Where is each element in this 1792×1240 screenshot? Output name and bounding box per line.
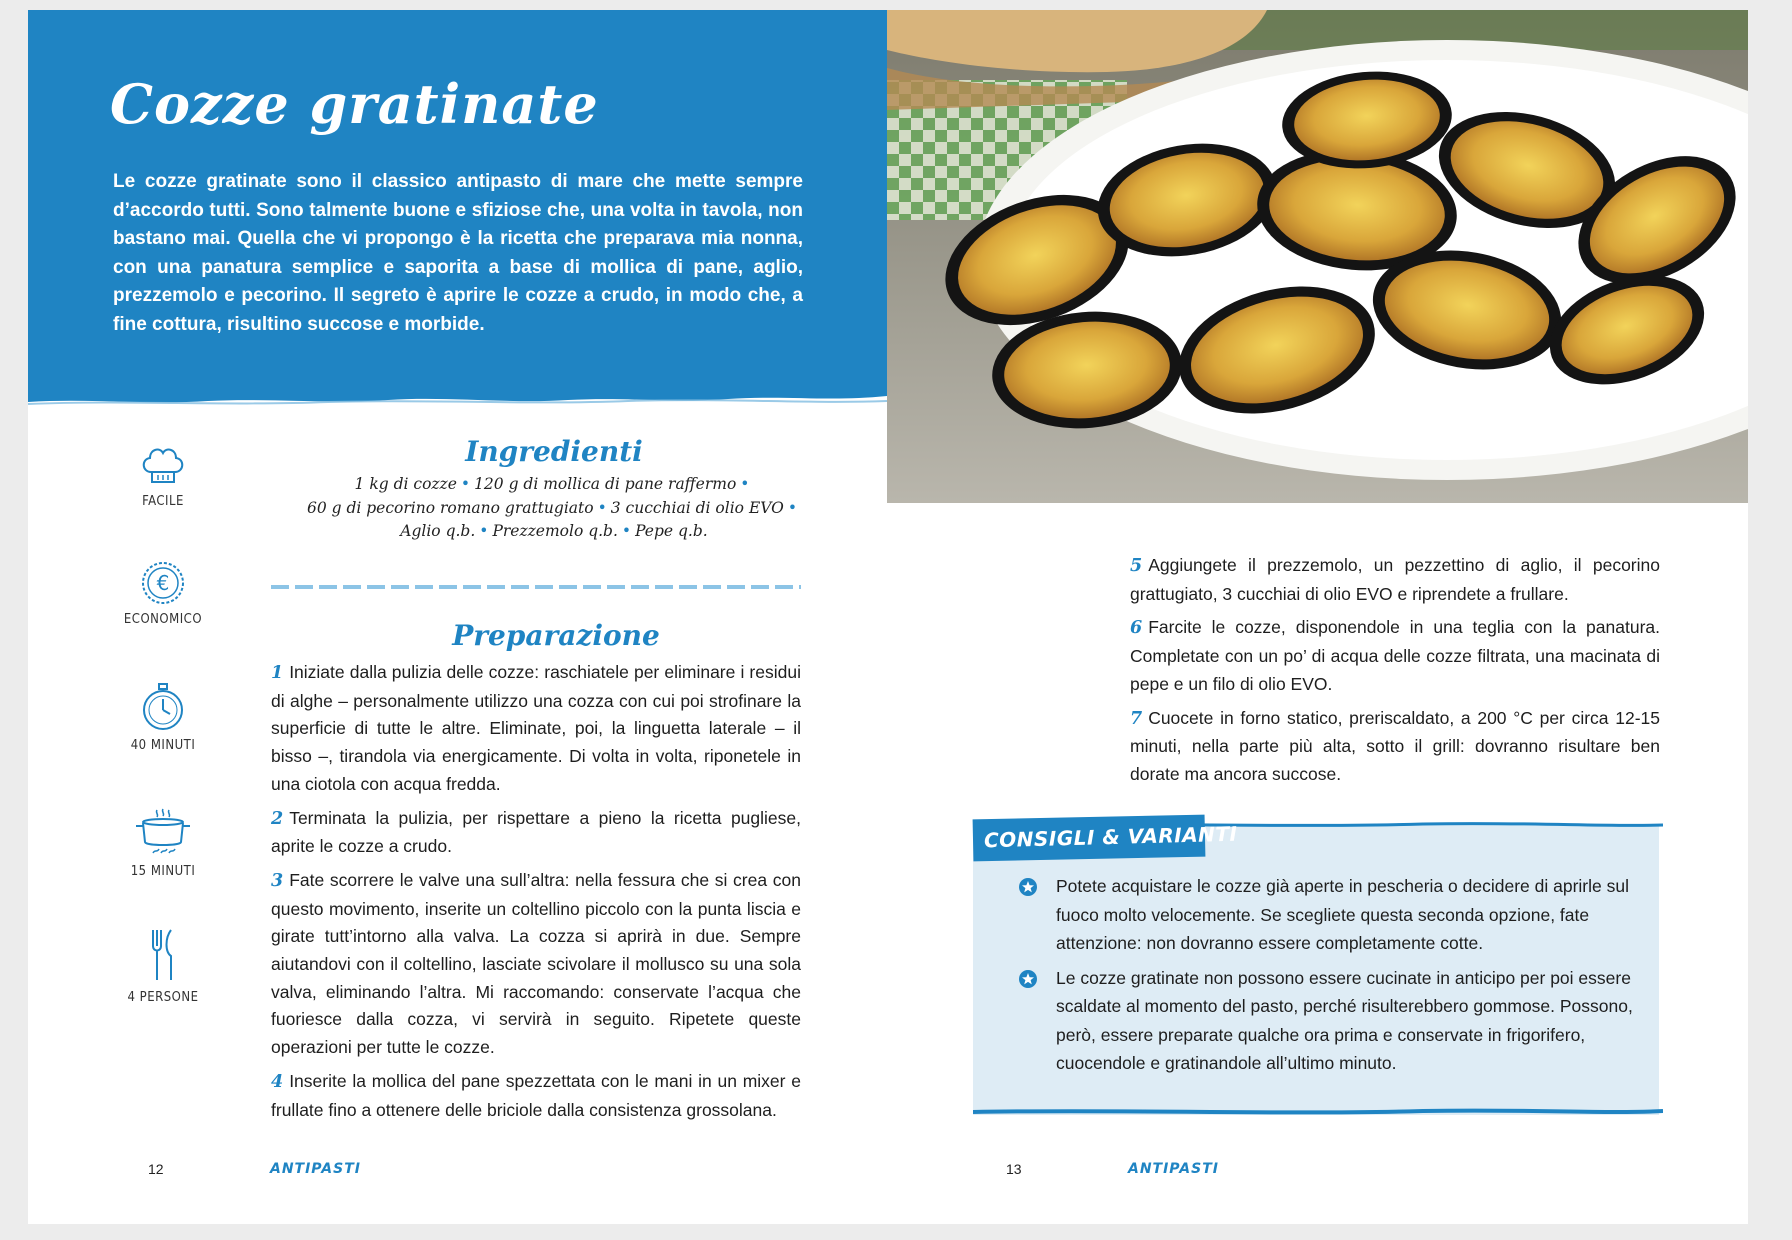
brush-edge [28, 390, 887, 412]
step-number: 3 [271, 870, 284, 891]
separator-dot: • [621, 522, 632, 540]
tip-text: Le cozze gratinate non possono essere cucinate in anticipo per poi essere scaldate al momento del pasto, perché risulterebbero gommose. Possono, però, essere preparate qualche ora prima e conservate in frigorifero, cuocendole e gratinandole all’ultimo minuto. [1056, 967, 1633, 1073]
ingredients-heading: Ingredienti [465, 435, 643, 468]
cutlery-icon [143, 926, 183, 984]
step-number: 2 [271, 808, 284, 829]
ingredient-item: Aglio q.b. [400, 522, 476, 540]
meta-label: FACILE [142, 494, 184, 509]
step [1130, 614, 1660, 698]
section-name-left: ANTIPASTI [270, 1161, 361, 1177]
svg-text:€: € [156, 571, 170, 595]
step [271, 1068, 801, 1124]
ingredient-item: Pepe q.b. [635, 522, 708, 540]
recipe-title: Cozze gratinate [110, 72, 599, 136]
stopwatch-icon [140, 682, 186, 732]
step-text: Fate scorrere le valve una sull’altra: nella fessura che si crea con questo movimento, inserite un coltellino piccolo con la punta liscia e girate tutt’intorno alla valva. La cozza si aprirà in due. Sempre aiutandovi con il coltellino, lasciate scivolare il mollusco su una sola valva, eliminando l’altra. Mi raccomando: conservate l’acqua che fuoriesce dalla cozza, vi servirà in seguito. Ripetete queste operazioni per tutte le cozze. [271, 869, 801, 1058]
servings-info [98, 926, 228, 1005]
step-number: 5 [1130, 556, 1143, 576]
total-time-info [98, 682, 228, 753]
section-name-right: ANTIPASTI [1128, 1161, 1219, 1177]
tip-item [1018, 964, 1638, 1078]
step-number: 1 [271, 663, 284, 683]
separator-dot: • [597, 498, 607, 517]
step-number: 6 [1130, 618, 1143, 639]
step [271, 659, 801, 799]
step-number: 7 [1130, 708, 1143, 729]
chef-hat-icon [138, 442, 188, 488]
meta-label: 15 MINUTI [130, 864, 196, 879]
recipe-intro: Le cozze gratinate sono il classico antipasto di mare che mette sempre d’accordo tutti. Sono talmente buone e sfiziose che, una volta in tavola, non bastano mai. Quella che vi propongo è la ricetta che preparava mia nonna, con una panatura semplice e saporita a base di mollica di pane, aglio, prezzemolo e pecorino. Il segreto è aprire le cozze a crudo, in modo che, a fine cottura, risultino succose e morbide. [113, 171, 803, 335]
separator-dot: • [787, 498, 798, 517]
meta-label: 40 MINUTI [130, 738, 196, 753]
tip-text: Potete acquistare le cozze già aperte in pescheria o decidere di aprirle sul fuoco molto velocemente. Se scegliete questa seconda opzione, fate attenzione: non dovranno essere completamente cotte. [1056, 876, 1629, 953]
cooking-pot-icon [133, 806, 193, 858]
ingredient-item: Prezzemolo q.b. [492, 522, 618, 540]
ingredient-item: 3 cucchiai di olio EVO [610, 498, 784, 517]
tips-bottom-brush [973, 1106, 1663, 1118]
page-number-left: 12 [148, 1161, 164, 1177]
tips-title: CONSIGLI & VARIANTI [983, 821, 1238, 853]
step [1130, 552, 1660, 608]
star-bullet-icon [1018, 969, 1038, 989]
intro-banner [28, 10, 887, 390]
page-number-right: 13 [1006, 1161, 1022, 1177]
step-text: Aggiungete il prezzemolo, un pezzettino di aglio, il pecorino grattugiato, 3 cucchiai di olio EVO e riprendete a frullare. [1130, 555, 1660, 604]
ingredient-item: 60 g di pecorino romano grattugiato [306, 498, 594, 517]
euro-coin-icon [140, 560, 186, 606]
cost-info [98, 560, 228, 627]
ingredients-list [286, 473, 822, 544]
star-bullet-icon [1018, 877, 1038, 897]
steps-left-column [271, 659, 801, 1130]
preparation-heading: Preparazione [452, 619, 660, 652]
recipe-photo [887, 10, 1748, 503]
separator-dot: • [460, 475, 471, 493]
step-text: Inserite la mollica del pane spezzettata con le mani in un mixer e frullate fino a ottenere delle briciole dalla consistenza grossolana. [271, 1070, 801, 1120]
separator-dot: • [479, 522, 489, 540]
step [271, 805, 801, 861]
difficulty-info [98, 442, 228, 509]
step-text: Iniziate dalla pulizia delle cozze: raschiatele per eliminare i residui di alghe – personalmente utilizzo una cozza con cui poi strofinare la superficie di tutte le altre. Eliminate, poi, la linguetta laterale – il bisso –, tirandola via energicamente. Di volta in volta, riponetele in una ciotola con acqua fredda. [271, 662, 801, 794]
step-text: Terminata la pulizia, per rispettare a pieno la ricetta pugliese, aprite le cozze a crudo. [271, 807, 801, 857]
meta-label: ECONOMICO [123, 612, 203, 627]
ingredient-item: 1 kg di cozze [354, 475, 457, 493]
cooking-time-info [98, 806, 228, 879]
step [271, 867, 801, 1062]
meta-label: 4 PERSONE [127, 990, 199, 1005]
steps-right-column [1130, 552, 1660, 795]
ingredient-item: 120 g di mollica di pane raffermo [474, 475, 737, 493]
tip-item [1018, 872, 1638, 958]
book-spread [28, 10, 1748, 1224]
step-text: Farcite le cozze, disponendole in una teglia con la panatura. Completate con un po’ di acqua delle cozze filtrata, una macinata di pepe e un filo di olio EVO. [1130, 617, 1660, 694]
separator-dot: • [740, 475, 750, 493]
step [1130, 705, 1660, 789]
dashed-divider [271, 583, 801, 591]
tips-list [1018, 872, 1638, 1084]
step-text: Cuocete in forno statico, preriscaldato, a 200 °C per circa 12-15 minuti, nella parte più alta, sotto il grill: dovranno risultare ben dorate ma ancora succose. [1130, 707, 1660, 784]
step-number: 4 [271, 1071, 284, 1092]
